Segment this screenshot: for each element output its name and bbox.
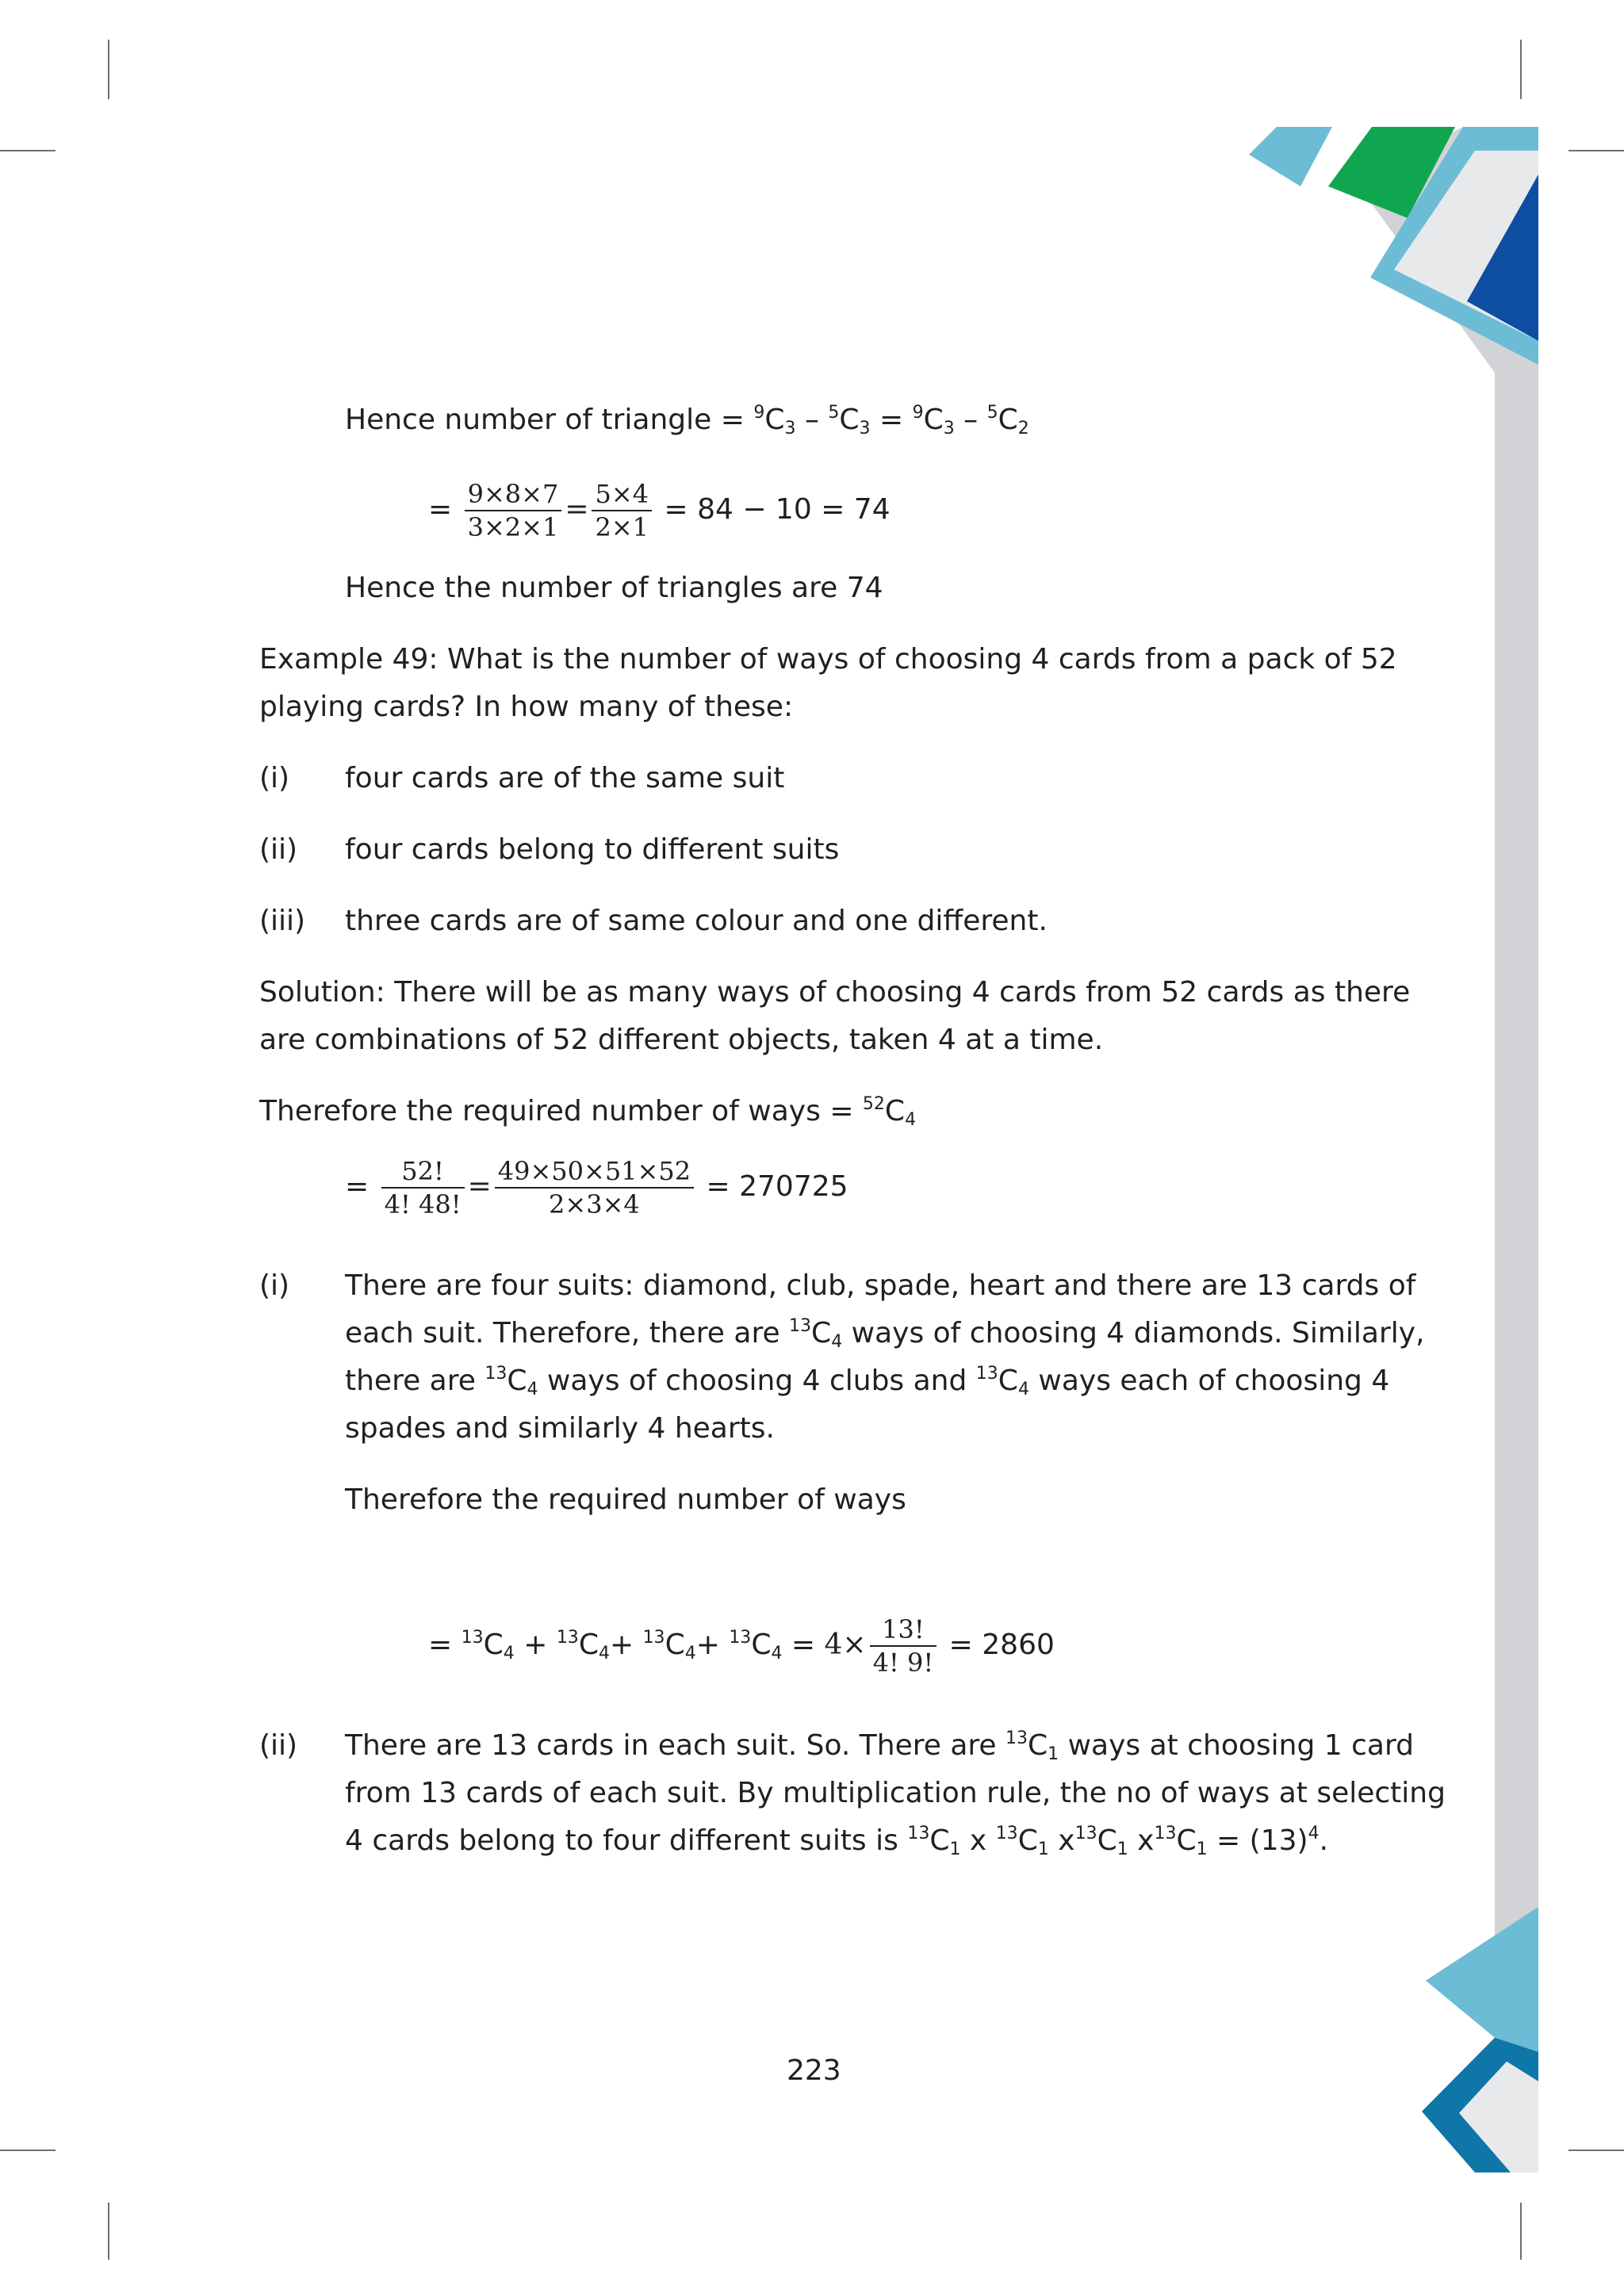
required-ways-label: Therefore the required number of ways =: [259, 1095, 863, 1127]
part-i-line-2: each suit. Therefore, there are $^{13}C_4$ ways of choosing 4 diamonds. Similarly,: [345, 1316, 1425, 1352]
part-i-label: (i): [259, 1269, 290, 1302]
triangle-result: = 84 − 10 = 74: [664, 493, 891, 526]
fraction-13-factorial: $\frac{13!}{4! 9!}$: [870, 1614, 937, 1679]
question-iii: [259, 898, 1048, 945]
ways-calculation: = $\frac{52!}{4! 48!}$ = $\frac{49\times 50\times 51\times 52}{2\times 3\times 4}$ = 270725: [345, 1156, 848, 1219]
top-right-decoration: [1249, 127, 1538, 428]
question-ii: [259, 826, 840, 874]
part-ii-line-1: There are 13 cards in each suit. So. There are $^{13}C_1$ ways at choosing 1 card: [345, 1728, 1414, 1764]
part-ii-label: (ii): [259, 1729, 298, 1762]
fraction-49x50x51x52: $\frac{49\times 50\times 51\times 52}{2\times 3\times 4}$: [495, 1155, 694, 1220]
required-ways-line: Therefore the required number of ways = $^{52}C_4$: [259, 1094, 917, 1130]
question-text: three cards are of same colour and one different.: [345, 905, 1048, 937]
triangle-count-formula: Hence number of triangle = $^9C_3 - ^5C_3 = ^9C_3 - ^5C_2$: [345, 403, 1029, 438]
question-i: [259, 755, 785, 802]
side-band: [1495, 349, 1538, 2172]
solution-line-1: Solution: There will be as many ways of choosing 4 cards from 52 cards as there: [259, 976, 1411, 1009]
part-ii-line-2: from 13 cards of each suit. By multiplication rule, the no of ways at selecting: [345, 1777, 1446, 1809]
crop-marks: [0, 40, 1624, 2260]
solution-line-2: are combinations of 52 different objects, taken 4 at a time.: [259, 1024, 1104, 1056]
fraction-5x4: $\frac{5\times 4}{2\times 1}$: [592, 478, 652, 543]
ways-result: = 270725: [706, 1170, 848, 1203]
part-i-calculation: = $^{13}C_4 + ^{13}C_4+ ^{13}C_4+ ^{13}C_4 = 4\times$ $\frac{13!}{4! 9!}$ = 2860: [428, 1614, 1055, 1678]
question-label: (ii): [259, 833, 298, 866]
part-i-line-4: spades and similarly 4 hearts.: [345, 1412, 775, 1445]
triangle-conclusion: Hence the number of triangles are 74: [345, 572, 883, 604]
part-i-line-1: There are four suits: diamond, club, spade, heart and there are 13 cards of: [345, 1269, 1416, 1302]
part-i-result: = 2860: [948, 1629, 1055, 1661]
question-text: four cards belong to different suits: [345, 833, 840, 866]
bottom-right-decoration: [1422, 1907, 1538, 2172]
triangle-count-label: Hence number of triangle =: [345, 404, 754, 436]
fraction-9x8x7: $\frac{9\times 8\times 7}{3\times 2\times 1}$: [465, 478, 562, 543]
part-i-line-3: there are $^{13}C_4$ ways of choosing 4 clubs and $^{13}C_4$ ways each of choosing 4: [345, 1364, 1390, 1399]
page-number: 223: [787, 2054, 841, 2087]
triangle-calculation: = $\frac{9\times 8\times 7}{3\times 2\times 1}$ = $\frac{5\times 4}{2\times 1}$ = 84 − 10 = 74: [428, 479, 891, 542]
fraction-52-factorial: $\frac{52!}{4! 48!}$: [381, 1155, 465, 1220]
example-49-line-2: playing cards? In how many of these:: [259, 691, 794, 723]
example-49-line-1: Example 49: What is the number of ways of choosing 4 cards from a pack of 52: [259, 643, 1397, 676]
part-i-therefore: Therefore the required number of ways: [345, 1483, 906, 1516]
question-label: (iii): [259, 905, 306, 937]
question-label: (i): [259, 762, 290, 794]
part-ii-line-3: 4 cards belong to four different suits is $^{13}C_1$ x $^{13}C_1$ $x^{13}C_1$ $x^{13}C_1 = (13)^4$.: [345, 1824, 1329, 1859]
question-text: four cards are of the same suit: [345, 762, 785, 794]
